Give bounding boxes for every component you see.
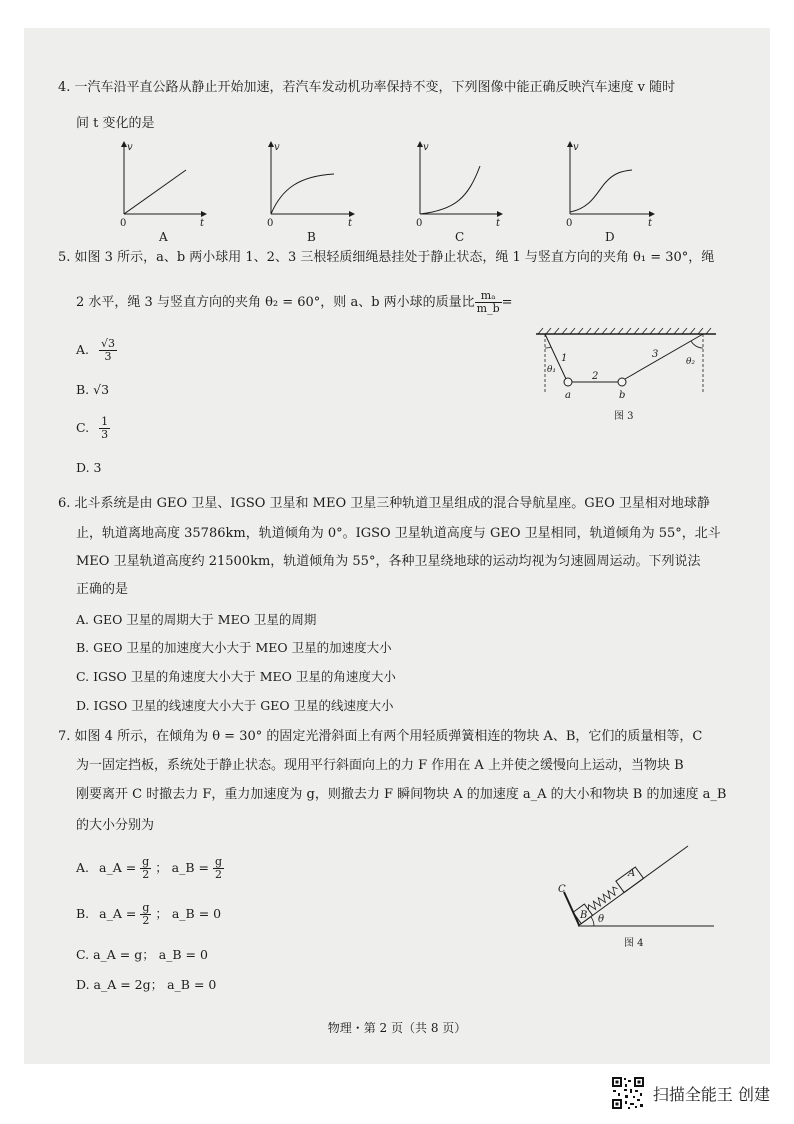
graph-a-t-label: t	[200, 218, 205, 229]
q7-stem-line2: 为一固定挡板，系统处于静止状态。现用平行斜面向上的力 F 作用在 A 上并使之缓慢向上运动，当物块 B	[76, 758, 684, 773]
q7-stem-line1: 7. 如图 4 所示，在倾角为 θ = 30° 的固定光滑斜面上有两个用轻质弹簧相连的物块 A、B，它们的质量相等，C	[58, 729, 703, 744]
graph-d-t-label: t	[648, 218, 653, 229]
board-c	[564, 892, 579, 925]
graph-a-label: A	[159, 230, 168, 244]
rope-2-label: 2	[592, 371, 599, 382]
mass-ratio: $\frac{\text{mₐ}}{m\_b}$	[476, 289, 500, 315]
theta2-label: θ₂	[686, 357, 696, 367]
block-a-label: A	[628, 868, 636, 879]
q7-option-b[interactable]: B. a_A = $\frac{g}{2}$ ； a_B = 0	[76, 901, 222, 927]
q6-stem-line4: 正确的是	[76, 582, 129, 597]
q5-stem-line2: 2 水平，绳 3 与竖直方向的夹角 θ₂ = 60°，则 a、b 两小球的质量比 $\frac{\text{mₐ}}{m\_b}$ =	[76, 289, 513, 315]
ball-b-label: b	[619, 390, 626, 401]
q5-option-a[interactable]: A. $\frac{√3}{3}$	[76, 337, 116, 363]
q7-option-c[interactable]: C. a_A = g； a_B = 0	[76, 947, 208, 962]
graph-b	[271, 144, 352, 214]
graph-d	[570, 144, 652, 214]
graph-c-t-label: t	[496, 218, 501, 229]
qr-code-icon	[611, 1076, 645, 1110]
graph-b-label: B	[307, 230, 316, 244]
q4-graphs	[0, 138, 794, 248]
rope-3-label: 3	[652, 349, 659, 360]
graph-c-curve	[420, 166, 480, 214]
graph-b-t-label: t	[348, 218, 353, 229]
q5-option-b[interactable]: B. √3	[76, 382, 110, 397]
graph-c-v-label: v	[423, 142, 429, 153]
graph-a-origin: 0	[120, 218, 127, 229]
q7-option-d[interactable]: D. a_A = 2g； a_B = 0	[76, 977, 217, 992]
board-c-label: C	[558, 884, 566, 895]
block-b-label: B	[580, 910, 588, 921]
graph-a-v-label: v	[127, 142, 133, 153]
q7-stem-line4: 的大小分别为	[76, 818, 155, 833]
graph-d-origin: 0	[566, 218, 573, 229]
graph-b-curve	[271, 174, 334, 214]
graph-c-label: C	[455, 230, 465, 244]
graph-c	[420, 144, 500, 214]
graph-c-origin: 0	[416, 218, 423, 229]
q6-option-d[interactable]: D. IGSO 卫星的线速度大小大于 GEO 卫星的线速度大小	[76, 698, 394, 713]
graph-b-v-label: v	[274, 142, 280, 153]
q6-option-c[interactable]: C. IGSO 卫星的角速度大小大于 MEO 卫星的角速度大小	[76, 669, 396, 684]
q4-stem-line2: 间 t 变化的是	[76, 116, 155, 131]
scanner-text: 扫描全能王 创建	[652, 1084, 770, 1104]
figure-4-caption: 图 4	[624, 938, 644, 949]
q6-option-b[interactable]: B. GEO 卫星的加速度大小大于 MEO 卫星的加速度大小	[76, 640, 392, 655]
graph-d-label: D	[605, 230, 615, 244]
q5-stem-line1: 5. 如图 3 所示，a、b 两小球用 1、2、3 三根轻质细绳悬挂处于静止状态，绳 1 与竖直方向的夹角 θ₁ = 30°，绳	[58, 250, 715, 265]
q6-stem-line1: 6. 北斗系统是由 GEO 卫星、IGSO 卫星和 MEO 卫星三种轨道卫星组成的混合导航星座。GEO 卫星相对地球静	[58, 496, 710, 511]
q6-option-a[interactable]: A. GEO 卫星的周期大于 MEO 卫星的周期	[76, 612, 317, 627]
graph-a	[124, 144, 204, 214]
ball-a	[564, 378, 572, 386]
theta-label: θ	[598, 914, 605, 925]
graph-d-v-label: v	[573, 142, 579, 153]
ball-b	[618, 378, 626, 386]
q7-option-a[interactable]: A. a_A = $\frac{g}{2}$ ； a_B = $\frac{g}{2}$	[76, 855, 223, 881]
q6-stem-line2: 止，轨道离地高度 35786km，轨道倾角为 0°。IGSO 卫星轨道高度与 GEO 卫星相同，轨道倾角为 55°，北斗	[76, 526, 721, 541]
figure-3-caption: 图 3	[614, 411, 634, 422]
figure-4	[548, 840, 728, 950]
q4-stem-line1: 4. 一汽车沿平直公路从静止开始加速，若汽车发动机功率保持不变，下列图像中能正确反映汽车速度 v 随时	[58, 80, 676, 95]
graph-a-curve	[124, 170, 186, 214]
q5-option-d[interactable]: D. 3	[76, 460, 102, 475]
graph-d-curve	[570, 170, 632, 212]
page-footer: 物理・第 2 页（共 8 页）	[327, 1021, 467, 1035]
ball-a-label: a	[565, 390, 571, 401]
theta1-label: θ₁	[547, 365, 557, 375]
q5-option-c[interactable]: C. $\frac{1}{3}$	[76, 415, 109, 441]
q7-stem-line3: 刚要离开 C 时撤去力 F，重力加速度为 g，则撤去力 F 瞬间物块 A 的加速度 a_A 的大小和物块 B 的加速度 a_B	[76, 787, 727, 802]
rope-1-label: 1	[561, 353, 568, 364]
q6-stem-line3: MEO 卫星轨道高度约 21500km，轨道倾角为 55°，各种卫星绕地球的运动均视为匀速圆周运动。下列说法	[76, 554, 701, 569]
graph-b-origin: 0	[267, 218, 274, 229]
figure-3	[530, 326, 730, 426]
scanner-watermark	[611, 1076, 770, 1110]
